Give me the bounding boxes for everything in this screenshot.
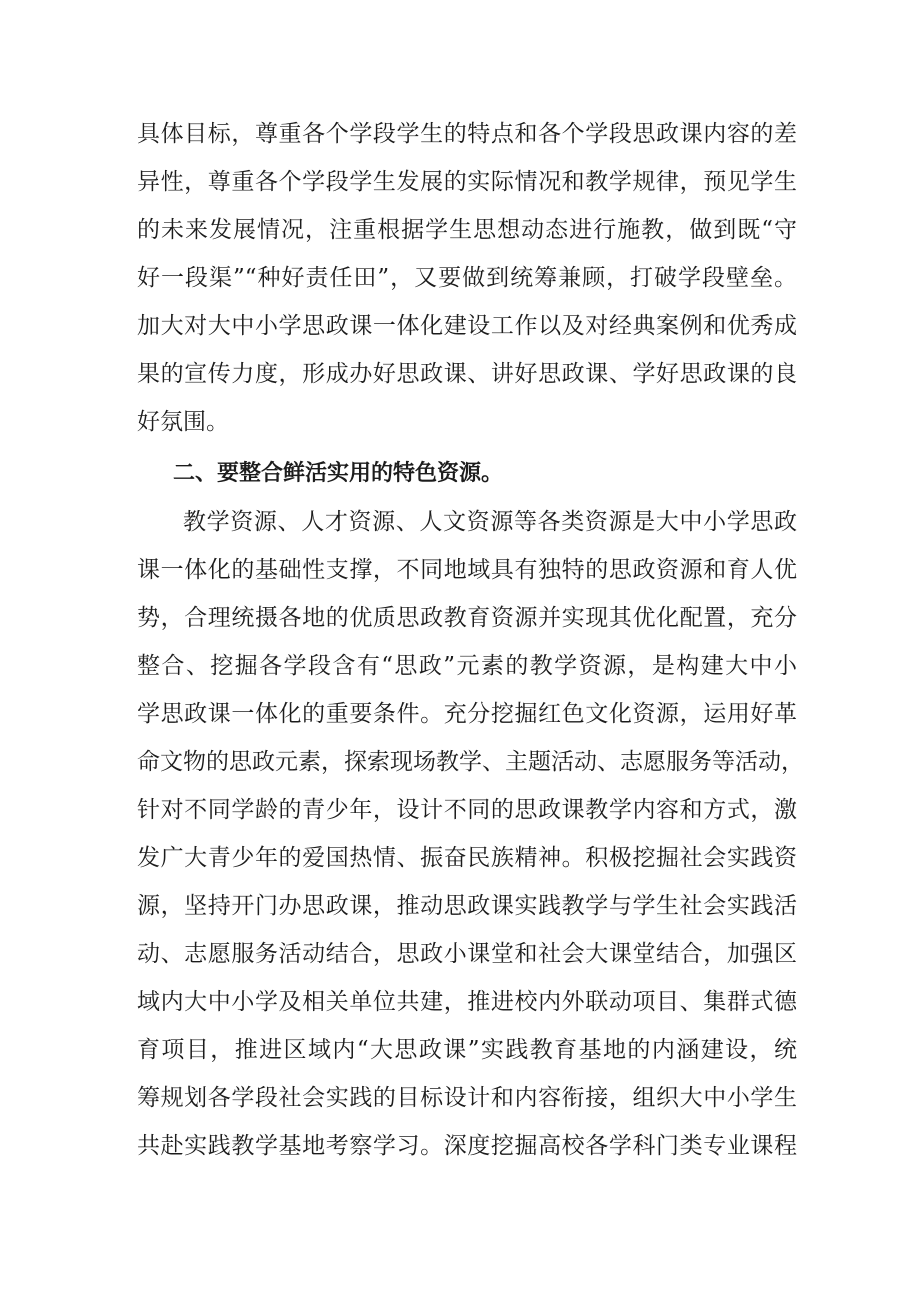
text-line: 具体目标，尊重各个学段学生的特点和各个学段思政课内容的差: [137, 121, 797, 147]
text-line: 育项目，推进区域内“大思政课”实践教育基地的内涵建设，统: [137, 1037, 797, 1063]
text-line: 动、志愿服务活动结合，思政小课堂和社会大课堂结合，加强区: [137, 941, 797, 967]
text-line: 好一段渠”“种好责任田”，又要做到统筹兼顾，打破学段壁垒。: [137, 265, 797, 291]
text-line: 课一体化的基础性支撑，不同地域具有独特的思政资源和育人优: [137, 557, 797, 583]
text-line: 筹规划各学段社会实践的目标设计和内容衔接，组织大中小学生: [137, 1085, 797, 1111]
text-line: 果的宣传力度，形成办好思政课、讲好思政课、学好思政课的良: [137, 361, 797, 387]
text-line: 命文物的思政元素，探索现场教学、主题活动、志愿服务等活动，: [137, 749, 804, 775]
text-line: 共赴实践教学基地考察学习。深度挖掘高校各学科门类专业课程: [137, 1133, 797, 1159]
text-line: 加大对大中小学思政课一体化建设工作以及对经典案例和优秀成: [137, 313, 797, 339]
text-line: 整合、挖掘各学段含有“思政”元素的教学资源，是构建大中小: [137, 653, 797, 679]
paragraph-resources: [137, 498, 804, 1170]
paragraph-goals: [137, 110, 797, 446]
text-line: 域内大中小学及相关单位共建，推进校内外联动项目、集群式德: [137, 989, 797, 1015]
text-line: 好氛围。: [137, 409, 229, 435]
text-line: 教学资源、人才资源、人文资源等各类资源是大中小学思政: [183, 509, 797, 535]
text-line: 异性，尊重各个学段学生发展的实际情况和教学规律，预见学生: [137, 169, 797, 195]
text-line: 针对不同学龄的青少年，设计不同的思政课教学内容和方式，激: [137, 797, 797, 823]
text-line: 学思政课一体化的重要条件。充分挖掘红色文化资源，运用好革: [137, 701, 797, 727]
text-line: 发广大青少年的爱国热情、振奋民族精神。积极挖掘社会实践资: [137, 845, 797, 871]
text-line: 的未来发展情况，注重根据学生思想动态进行施教，做到既“守: [137, 217, 797, 243]
document-body: [137, 110, 804, 1170]
text-line: 源，坚持开门办思政课，推动思政课实践教学与学生社会实践活: [137, 893, 797, 919]
text-line: 势，合理统摄各地的优质思政教育资源并实现其优化配置，充分: [137, 605, 797, 631]
section-heading: 二、要整合鲜活实用的特色资源。: [173, 461, 504, 486]
